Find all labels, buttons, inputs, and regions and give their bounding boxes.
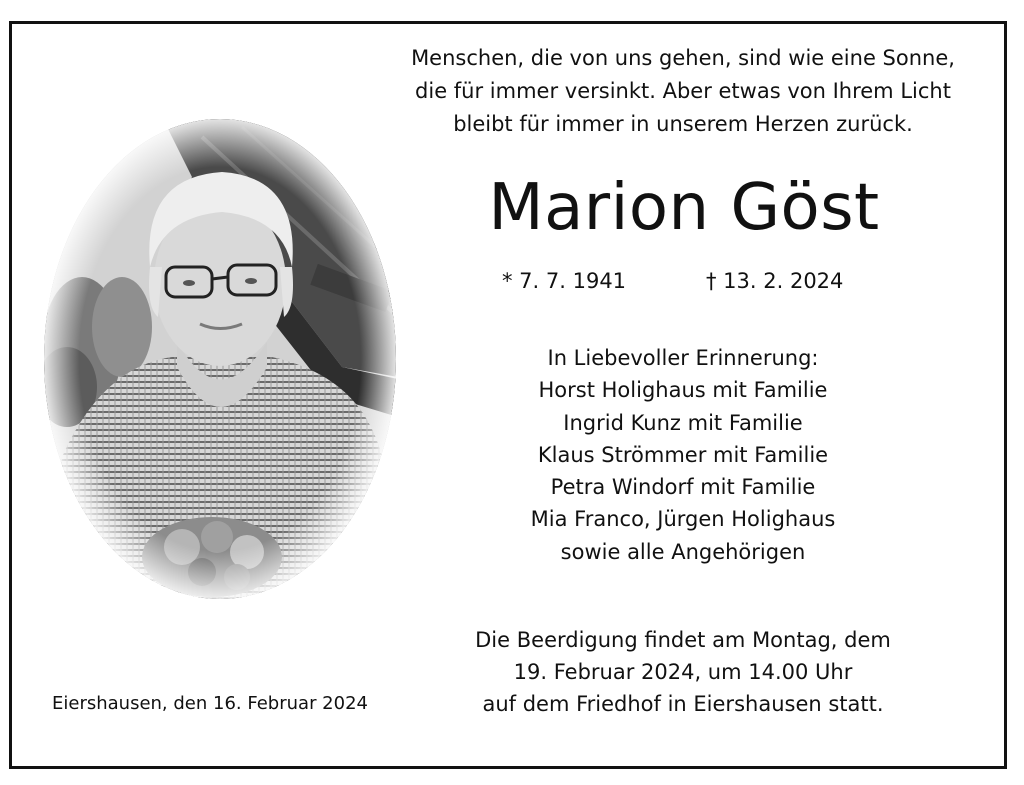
mourner-entry: Mia Franco, Jürgen Holighaus [530, 507, 836, 532]
deceased-name: Marion Göst [488, 171, 880, 245]
funeral-line: auf dem Friedhof in Eiershausen statt. [482, 692, 884, 716]
funeral-notice [416, 624, 950, 720]
funeral-line: Die Beerdigung findet am Montag, dem [475, 628, 891, 652]
birth-date: * 7. 7. 1941 [502, 269, 627, 293]
mourner-entry: Klaus Strömmer mit Familie [537, 442, 829, 467]
place-and-date: Eiershausen, den 16. Februar 2024 [52, 693, 368, 714]
death-date: † 13. 2. 2024 [706, 269, 844, 293]
quote-line: die für immer versinkt. Aber etwas von Ihrem Licht [415, 79, 951, 103]
memory-heading: In Liebevoller Erinnerung: [547, 346, 819, 370]
mourners-list [430, 342, 936, 568]
quote-line: bleibt für immer in unserem Herzen zurück. [453, 112, 913, 136]
mourner-entry: Ingrid Kunz mit Familie [563, 410, 803, 435]
mourner-entry: sowie alle Angehörigen [560, 539, 806, 564]
memorial-quote [370, 42, 996, 141]
quote-line: Menschen, die von uns gehen, sind wie eine Sonne, [411, 46, 955, 70]
mourner-entry: Petra Windorf mit Familie [550, 475, 816, 500]
portrait-photo [42, 117, 398, 601]
funeral-line: 19. Februar 2024, um 14.00 Uhr [513, 660, 853, 684]
mourner-entry: Horst Holighaus mit Familie [538, 378, 828, 403]
